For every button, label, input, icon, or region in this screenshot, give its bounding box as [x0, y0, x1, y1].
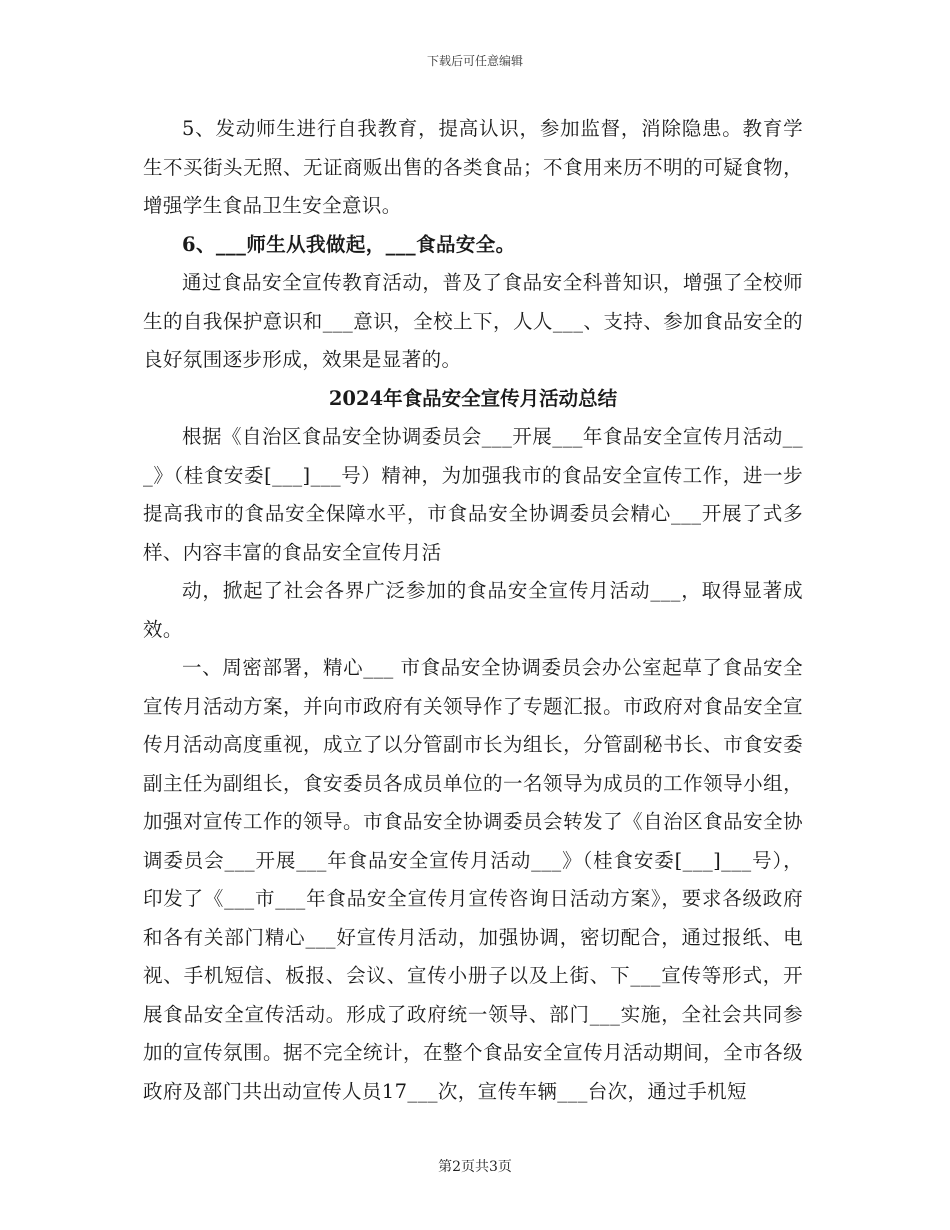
paragraph-section-one: 一、周密部署，精心___ 市食品安全协调委员会办公室起草了食品安全宣传月活动方案，并向市政府有关领导作了专题汇报。市政府对食品安全宣传月活动高度重视，成立了以分管副市长为组长，分管副秘书长、市食安委副主任为副组长，食安委员各成员单位的一名领导为成员的工作领导小组，加强对宣传工作的领导。市食品安全协调委员会转发了《自治区食品安全协调委员会___开展___年食品安全宣传月活动___》（桂食安委[___]___号），印发了《___市___年食品安全宣传月宣传咨询日活动方案》，要求各级政府和各有关部门精心___好宣传月活动，加强协调，密切配合，通过报纸、电视、手机短信、板报、会议、宣传小册子以及上街、下___宣传等形式，开展食品安全宣传活动。形成了政府统一领导、部门___实施，全社会共同参加的宣传氛围。据不完全统计，在整个食品安全宣传月活动期间，全市各级政府及部门共出动宣传人员17___次，宣传车辆___台次，通过手机短: [143, 656, 803, 1103]
document-body: [143, 110, 803, 1111]
page-header-note: 下载后可任意编辑: [426, 54, 523, 68]
section-title: 2024年食品安全宣传月活动总结: [328, 386, 618, 410]
paragraph-item-5: 5、发动师生进行自我教育，提高认识，参加监督，消除隐患。教育学生不买街头无照、无证商贩出售的各类食品；不食用来历不明的可疑食物，增强学生食品卫生安全意识。: [143, 117, 803, 217]
paragraph-intro-continued: 动，掀起了社会各界广泛参加的食品安全宣传月活动___，取得显著成效。: [143, 579, 803, 641]
paragraph-summary: 通过食品安全宣传教育活动，普及了食品安全科普知识，增强了全校师生的自我保护意识和___意识，全校上下，人人___、支持、参加食品安全的良好氛围逐步形成，效果是显著的。: [143, 271, 803, 371]
paragraph-item-6-heading: 6、___师生从我做起，___食品安全。: [182, 232, 516, 256]
page-number: 第2页共3页: [438, 1159, 512, 1175]
paragraph-intro: 根据《自治区食品安全协调委员会___开展___年食品安全宣传月活动___》（桂食安委[___]___号）精神，为加强我市的食品安全宣传工作，进一步提高我市的食品安全保障水平，市食品安全协调委员会精心___开展了式多样、内容丰富的食品安全宣传月活: [143, 425, 803, 564]
